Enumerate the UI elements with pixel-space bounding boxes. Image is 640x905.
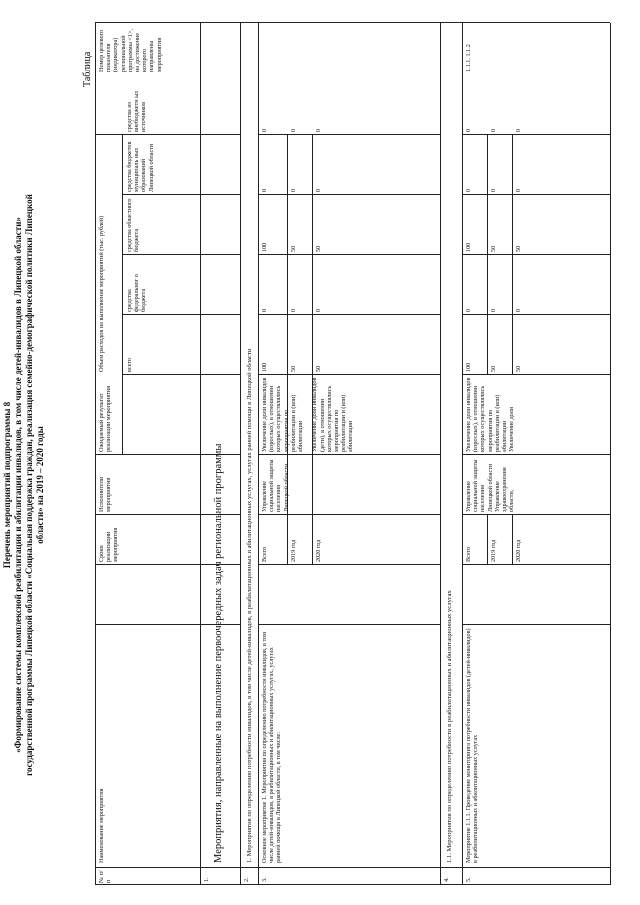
- row-offbudget: 0: [490, 128, 497, 132]
- row-regional: 100: [261, 242, 268, 252]
- row-executor: Управление социальной защиты населения Липецкой области Управление здравоохранения области,: [465, 459, 516, 512]
- row-regional: 50: [315, 245, 322, 252]
- row-federal: 0: [515, 308, 522, 312]
- header-federal: средства федеральног о бюджета: [126, 274, 148, 312]
- row-offbudget: 0: [261, 128, 268, 132]
- row-federal: 0: [315, 308, 322, 312]
- row-regional: 100: [465, 242, 472, 252]
- header-funding: Объем расходов на выполнение мероприятий (тыс. рублей): [98, 215, 105, 372]
- row-num: 5.: [465, 877, 472, 882]
- row-executor: Управление социальной защиты населения Липецкой области: [261, 459, 290, 512]
- row-num: 4.: [443, 877, 450, 882]
- header-terms: Сроки реализации мероприятия: [98, 527, 120, 562]
- row-num: 3.: [261, 877, 268, 882]
- row-federal: 0: [290, 308, 297, 312]
- header-regional: средства областного бюджета: [126, 198, 141, 252]
- row-term: Всего: [465, 546, 472, 562]
- row-total: 50: [490, 365, 497, 372]
- row-federal: 0: [465, 308, 472, 312]
- row-term: 2019 год: [290, 539, 297, 562]
- row-municipal: 0: [515, 188, 522, 192]
- row-total: 50: [315, 365, 322, 372]
- row-offbudget: 0: [465, 128, 472, 132]
- header-expected: Ожидаемый результат реализации мероприятия: [98, 385, 113, 452]
- row-expected: Увеличение доли инвалидов (взрослых), в отношении которых осуществлялись мероприятия по реабилитации и (или) абилитации Увеличение доли: [465, 377, 516, 452]
- row-total: 50: [515, 365, 522, 372]
- row-term: 2019 год: [490, 539, 497, 562]
- row-term: Всего: [261, 546, 268, 562]
- row-federal: 0: [490, 308, 497, 312]
- row-total: 50: [290, 365, 297, 372]
- table-label: Таблица: [82, 51, 93, 87]
- row-regional: 50: [515, 245, 522, 252]
- row-term: 2020 год: [515, 539, 522, 562]
- row-regional: 50: [290, 245, 297, 252]
- row-federal: 0: [261, 308, 268, 312]
- section-row-text: 1. Мероприятия по определению потребности инвалидов, в том числе детей-инвалидов, в реабилитационных и абилитационных услугах, услугах ранней помощи в Липецкой области: [246, 348, 253, 863]
- row-expected: Увеличение доли инвалидов (взрослых), в отношении которых осуществлялись мероприятия по реабилитации и (или) абилитации Увеличение доли инвалидов (дети), в отношении которых осуществлялись мероприятия по реабилитации и (или) абилитации: [261, 377, 355, 452]
- header-indicator: Номер целевого показателя (индикатора) региональной программы <1>, на достижение которого направлены мероприятия: [98, 28, 163, 72]
- row-measure-name: Основное мероприятие 1. Мероприятия по определению потребности инвалидов, в том числе детей-инвалидов, в реабилитационных и абилитационных услугах, услугах ранней помощи в Липецкой области, в том числе:: [261, 631, 283, 863]
- header-municipal: средства бюджетов муниципаль ных образований Липецкой области: [126, 141, 155, 192]
- row-total: 100: [261, 362, 268, 372]
- header-name: Наименование мероприятия: [98, 788, 105, 863]
- row-offbudget: 0: [290, 128, 297, 132]
- row-measure-name: Мероприятие 1.1.1. Проведение мониторинга потребности инвалидов (детей-инвалидов) в реабилитационных и абилитационных услугах: [465, 628, 480, 863]
- row-offbudget: 0: [315, 128, 322, 132]
- row-indicator: 1.1.1. 1.1.2: [465, 44, 472, 72]
- row-municipal: 0: [261, 188, 268, 192]
- section-row-text: Мероприятия, направленные на выполнение первоочередных задач региональной программы: [213, 443, 224, 863]
- row-municipal: 0: [290, 188, 297, 192]
- header-total: всего: [126, 358, 133, 372]
- row-num: 2.: [243, 877, 250, 882]
- title-line-1: Перечень мероприятий подпрограммы 8: [2, 401, 12, 569]
- row-term: 2020 год: [315, 539, 322, 562]
- header-num: № п/п: [98, 870, 113, 883]
- row-total: 100: [465, 362, 472, 372]
- header-offbudget: средства из внебюджетн ых источников: [126, 90, 148, 132]
- row-municipal: 0: [490, 188, 497, 192]
- header-executors: Исполнители мероприятия: [98, 476, 113, 512]
- row-municipal: 0: [315, 188, 322, 192]
- section-row-text: 1.1. Мероприятия по определению потребности в реабилитационных и абилитационных услугах: [446, 590, 453, 863]
- title-line-3: государственной программы Липецкой области «Социальная поддержка граждан, реализация семейно-демографической политики Липецкой: [24, 194, 34, 776]
- title-line-4: области» на 2019 – 2020 годы: [35, 426, 45, 544]
- row-regional: 50: [490, 245, 497, 252]
- row-municipal: 0: [465, 188, 472, 192]
- row-offbudget: 0: [515, 128, 522, 132]
- row-num: 1.: [203, 877, 210, 882]
- title-line-2: «Формирование системы комплексной реабилитации и абилитации инвалидов, в том числе детей-инвалидов в Липецкой области»: [13, 217, 23, 753]
